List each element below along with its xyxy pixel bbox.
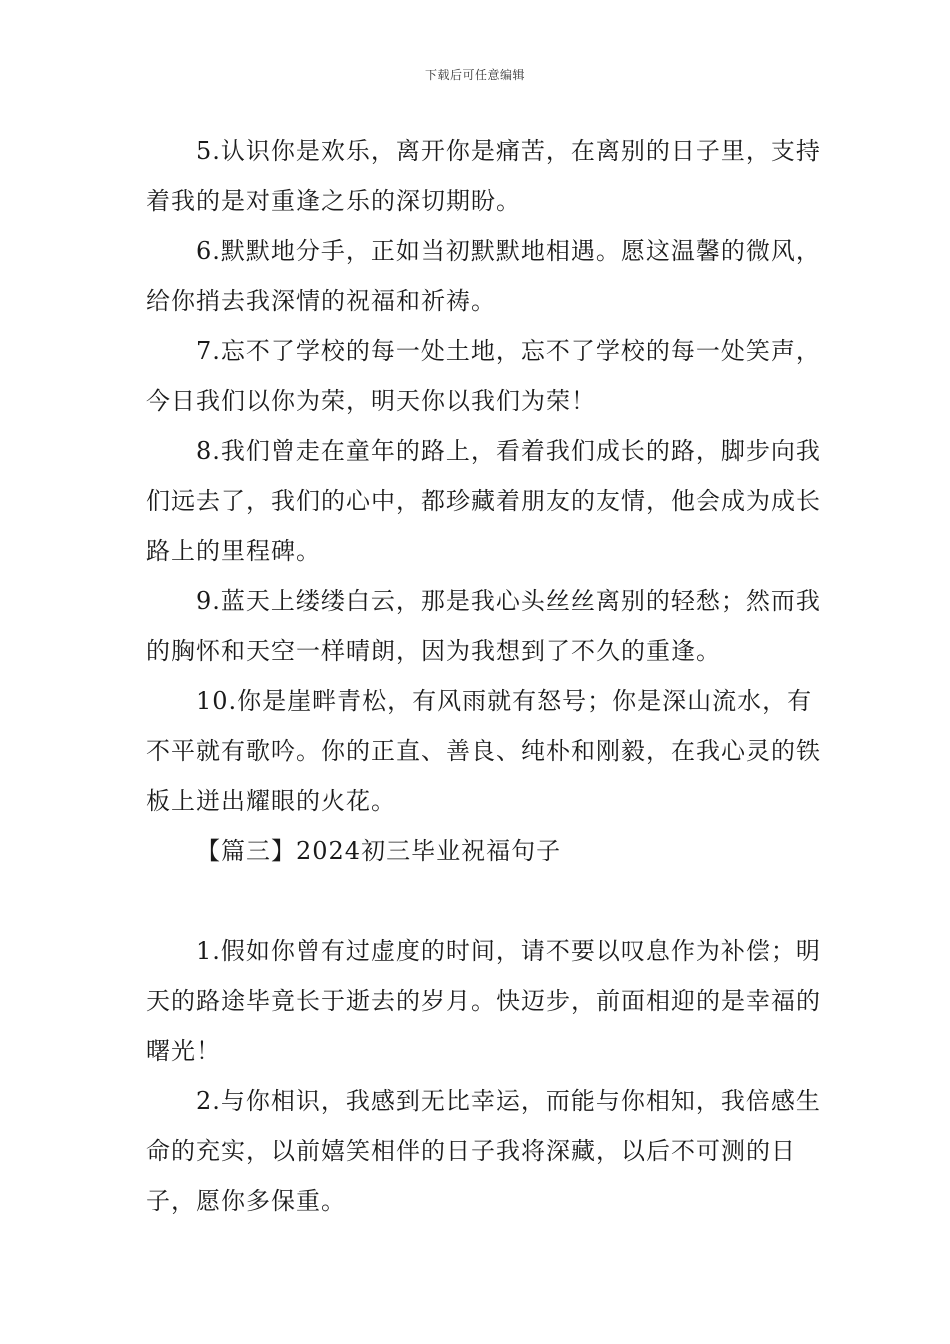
paragraph-item: 8.我们曾走在童年的路上，看着我们成长的路，脚步向我们远去了，我们的心中，都珍藏着朋友的友情，他会成为成长路上的里程碑。 <box>146 437 821 565</box>
paragraph-item: 2.与你相识，我感到无比幸运，而能与你相知，我倍感生命的充实，以前嬉笑相伴的日子我将深藏，以后不可测的日子，愿你多保重。 <box>146 1087 821 1215</box>
page-header-note: 下载后可任意编辑 <box>424 68 525 82</box>
paragraph-item: 6.默默地分手，正如当初默默地相遇。愿这温馨的微风，给你捎去我深情的祝福和祈祷。 <box>146 237 821 315</box>
document-body <box>146 126 826 1226</box>
paragraph-item: 10.你是崖畔青松，有风雨就有怒号；你是深山流水，有不平就有歌吟。你的正直、善良、纯朴和刚毅，在我心灵的铁板上迸出耀眼的火花。 <box>146 687 821 815</box>
paragraph-item: 5.认识你是欢乐，离开你是痛苦，在离别的日子里，支持着我的是对重逢之乐的深切期盼。 <box>146 137 821 215</box>
paragraph-item: 9.蓝天上缕缕白云，那是我心头丝丝离别的轻愁；然而我的胸怀和天空一样晴朗，因为我想到了不久的重逢。 <box>146 587 821 665</box>
section-heading: 【篇三】2024初三毕业祝福句子 <box>196 837 562 865</box>
paragraph-item: 1.假如你曾有过虚度的时间，请不要以叹息作为补偿；明天的路途毕竟长于逝去的岁月。快迈步，前面相迎的是幸福的曙光！ <box>146 937 821 1065</box>
paragraph-item: 7.忘不了学校的每一处土地，忘不了学校的每一处笑声，今日我们以你为荣，明天你以我们为荣！ <box>146 337 821 415</box>
